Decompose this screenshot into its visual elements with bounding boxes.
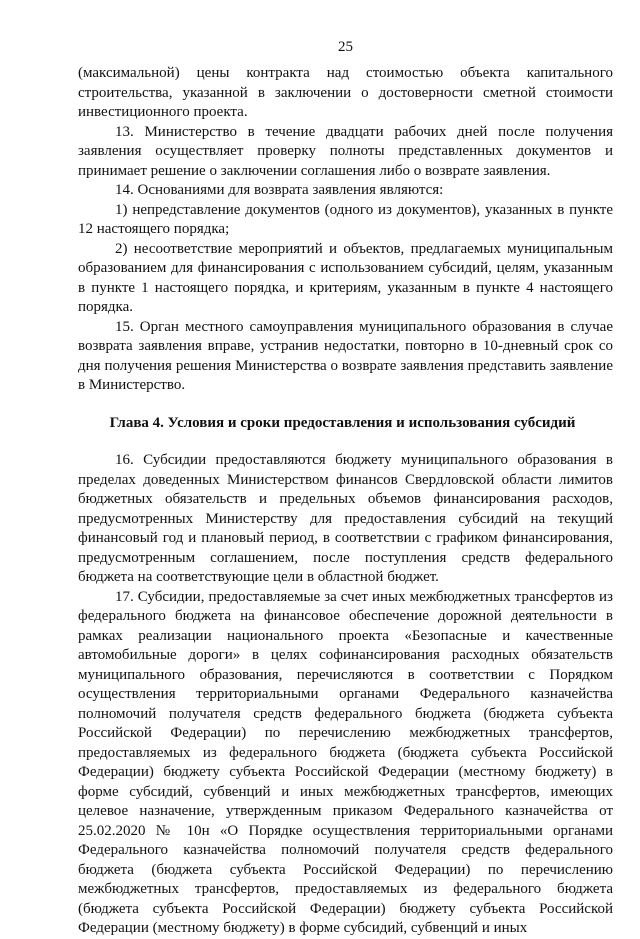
- paragraph-17: 17. Субсидии, предоставляемые за счет иных межбюджетных трансфертов из федерального бюджета на финансовое обеспечение дорожной деятельности в рамках реализации национального проекта «Безопасные и качественные автомобильные дороги» в целях софинансирования расходных обязательств муниципального образования, перечисляются в соответствии с Порядком осуществления территориальными органами Федерального казначейства полномочий получателя средств федерального бюджета (бюджета субъекта Российской Федерации) по перечислению межбюджетных трансфертов, предоставляемых из федерального бюджета (бюджета субъекта Российской Федерации) бюджету субъекта Российской Федерации (местному бюджету) в форме субсидий, субвенций и иных межбюджетных трансфертов, имеющих целевое назначение, утвержденным приказом Федерального казначейства от 25.02.2020 № 10н «О Порядке осуществления территориальными органами Федерального казначейства полномочий получателя средств федерального бюджета (бюджета субъекта Российской Федерации) по перечислению межбюджетных трансфертов, предоставляемых из федерального бюджета (бюджета субъекта Российской Федерации) бюджету субъекта Российской Федерации (местному бюджету) в форме субсидий, субвенций и иных: [78, 588, 613, 936]
- list-item-2: 2) несоответствие мероприятий и объектов, предлагаемых муниципальным образованием для финансирования с использованием субсидий, целям, указанным в пункте 1 настоящего порядка, и критериям, указанным в пункте 4 настоящего порядка.: [78, 240, 613, 315]
- paragraph-16: 16. Субсидии предоставляются бюджету муниципального образования в пределах доведенных Министерством финансов Свердловской области лимитов бюджетных обязательств и предельных объемов финансирования расходов, предусмотренных Министерству для предоставления субсидий на текущий финансовый год и плановый период, в соответствии с графиком финансирования, предусмотренным соглашением, после поступления средств федерального бюджета на соответствующие цели в областной бюджет.: [78, 452, 613, 585]
- chapter-title: Глава 4. Условия и сроки предоставления и использования субсидий: [109, 414, 576, 431]
- paragraph-13: 13. Министерство в течение двадцати рабочих дней после получения заявления осуществляет проверку полноты представленных документов и принимает решение о заключении соглашения либо о возврате заявления.: [78, 123, 613, 179]
- list-item-1: 1) непредставление документов (одного из документов), указанных в пункте 12 настоящего порядка;: [78, 201, 613, 237]
- page-number: 25: [338, 39, 353, 55]
- paragraph-15: 15. Орган местного самоуправления муниципального образования в случае возврата заявления вправе, устранив недостатки, повторно в 10-дневный срок со дня получения решения Министерства о возврате заявления представить заявление в Министерство.: [78, 318, 613, 393]
- paragraph-continuation: (максимальной) цены контракта над стоимостью объекта капитального строительства, указанной в заключении о достоверности сметной стоимости инвестиционного проекта.: [78, 65, 613, 120]
- paragraph-14: 14. Основаниями для возврата заявления являются:: [115, 182, 444, 198]
